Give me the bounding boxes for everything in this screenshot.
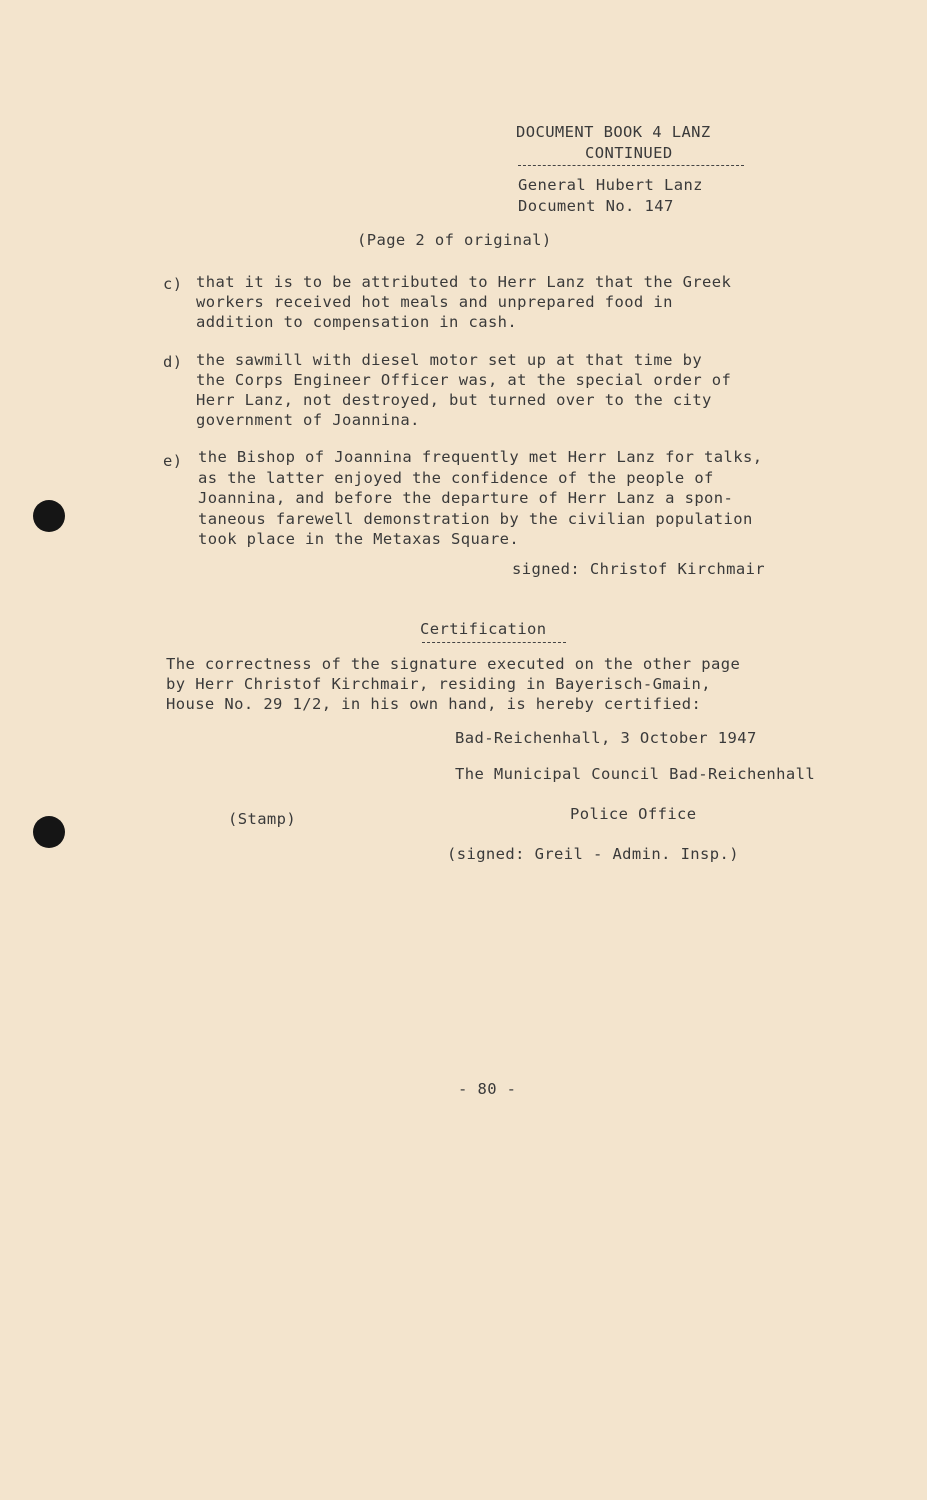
item-e-line-4: taneous farewell demonstration by the civilian population [198, 509, 753, 528]
certification-line-3: House No. 29 1/2, in his own hand, is hereby certified: [166, 695, 702, 713]
item-e-line-1: the Bishop of Joannina frequently met Herr Lanz for talks, [198, 448, 763, 466]
header-rule [518, 165, 744, 166]
item-d-marker: d) [163, 353, 183, 371]
item-d-line-4: government of Joannina. [196, 411, 420, 429]
item-e-marker: e) [163, 452, 183, 470]
item-c-line-3: addition to compensation in cash. [196, 313, 518, 331]
council-name: The Municipal Council Bad-Reichenhall [455, 765, 816, 783]
certification-line-2: by Herr Christof Kirchmair, residing in Bayerisch-Gmain, [166, 675, 711, 693]
item-c-marker: c) [163, 275, 183, 293]
item-e-text [198, 447, 762, 550]
signature-line: signed: Christof Kirchmair [512, 560, 766, 578]
page-number: - 80 - [458, 1080, 517, 1098]
punch-hole-bottom [33, 816, 65, 848]
police-office: Police Office [570, 805, 697, 823]
signed-greil: (signed: Greil - Admin. Insp.) [447, 845, 739, 863]
header-author: General Hubert Lanz [518, 176, 703, 194]
certification-underline [422, 642, 566, 643]
item-d-line-1: the sawmill with diesel motor set up at that time by [196, 351, 703, 369]
item-d-line-3: Herr Lanz, not destroyed, but turned over to the city [196, 391, 712, 409]
header-title: DOCUMENT BOOK 4 LANZ [516, 123, 711, 141]
item-c-line-2: workers received hot meals and unprepared food in [196, 293, 673, 311]
place-date: Bad-Reichenhall, 3 October 1947 [455, 729, 757, 747]
page-reference: (Page 2 of original) [357, 231, 552, 249]
item-d-text [196, 350, 731, 430]
certification-text [166, 654, 740, 714]
item-e-line-5: took place in the Metaxas Square. [198, 530, 520, 548]
item-e-line-2: as the latter enjoyed the confidence of the people of [198, 468, 714, 487]
header-doc-number: Document No. 147 [518, 197, 674, 215]
certification-line-1: The correctness of the signature executed on the other page [166, 655, 741, 673]
item-d-line-2: the Corps Engineer Officer was, at the special order of [196, 371, 732, 389]
item-c-text [196, 272, 731, 332]
punch-hole-top [33, 500, 65, 532]
stamp-label: (Stamp) [228, 810, 297, 828]
certification-heading: Certification [420, 620, 547, 638]
item-e-line-3: Joannina, and before the departure of Herr Lanz a spon- [198, 489, 734, 507]
item-c-line-1: that it is to be attributed to Herr Lanz that the Greek [196, 273, 732, 291]
header-continued: CONTINUED [585, 144, 673, 162]
